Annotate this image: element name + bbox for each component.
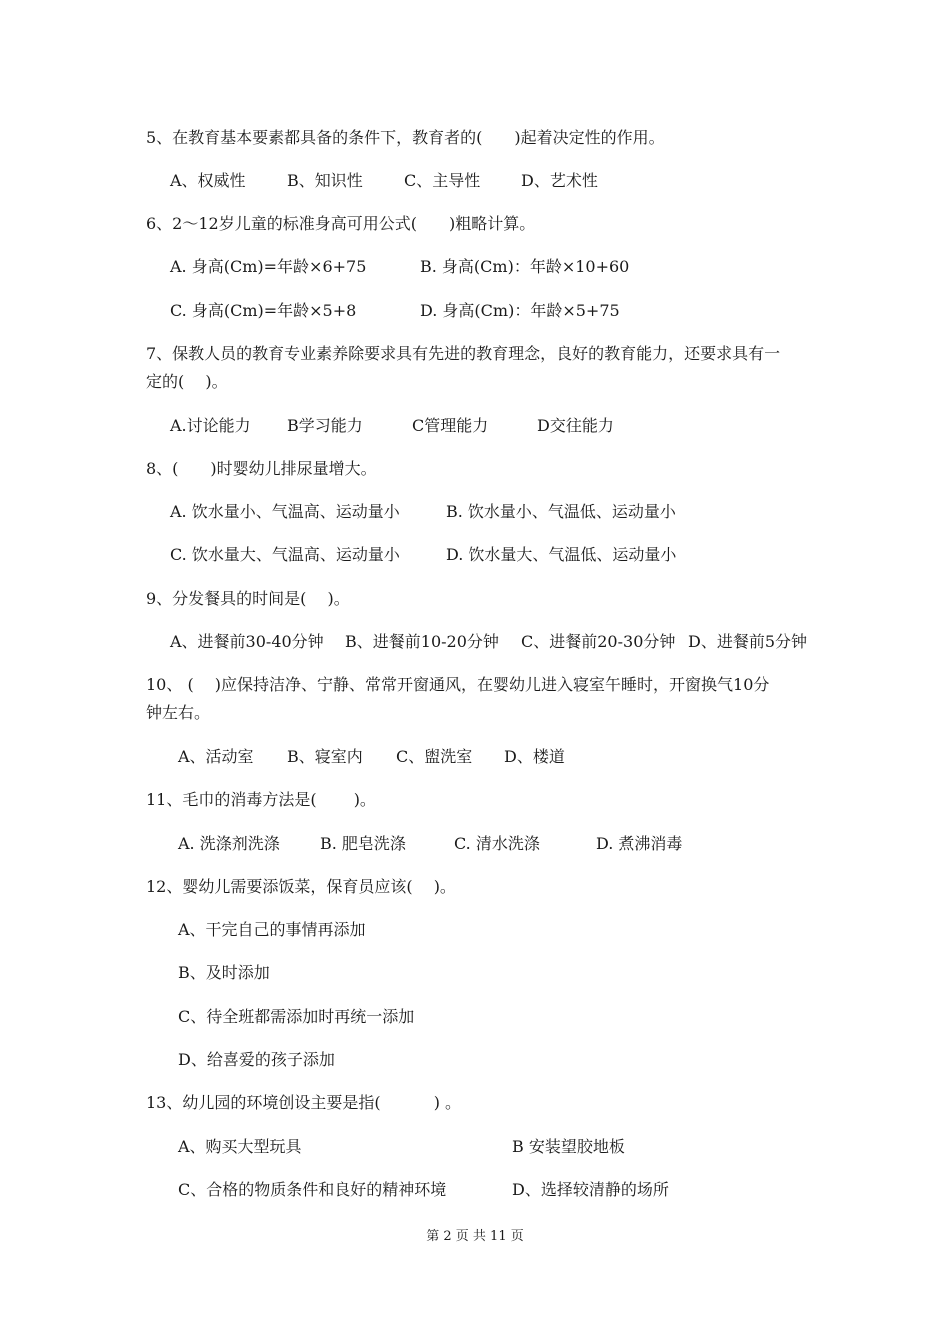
question-5-option-c: C、主导性	[404, 171, 481, 190]
question-8-option-b: B. 饮水量小、气温低、运动量小	[446, 502, 676, 521]
question-9-option-c: C、进餐前20-30分钟	[521, 632, 676, 651]
question-8-option-d: D. 饮水量大、气温低、运动量小	[446, 545, 677, 564]
question-11-option-b: B. 肥皂洗涤	[320, 834, 406, 853]
question-5-option-a: A、权威性	[170, 171, 246, 190]
question-11-option-a: A. 洗涤剂洗涤	[178, 834, 280, 853]
question-11-option-d: D. 煮沸消毒	[596, 834, 683, 853]
question-10-text: 10、 ( )应保持洁净、宁静、常常开窗通风，在婴幼儿进入寝室午睡时，开窗换气10分	[146, 675, 770, 694]
question-6-option-d: D. 身高(Cm)：年龄×5+75	[420, 301, 620, 320]
question-6-text: 6、2～12岁儿童的标准身高可用公式( )粗略计算。	[146, 214, 536, 233]
question-9-option-d: D、进餐前5分钟	[688, 632, 808, 651]
question-6-option-c: C. 身高(Cm)=年龄×5+8	[170, 301, 357, 320]
question-9-option-a: A、进餐前30-40分钟	[170, 632, 324, 651]
question-6-option-a: A. 身高(Cm)=年龄×6+75	[170, 257, 367, 276]
question-11-option-c: C. 清水洗涤	[454, 834, 540, 853]
question-13-option-b: B 安装望胶地板	[512, 1137, 625, 1156]
question-7-text-cont: 定的( )。	[146, 372, 228, 391]
question-9-option-b: B、进餐前10-20分钟	[345, 632, 499, 651]
page-number-footer: 第 2 页 共 11 页	[426, 1229, 524, 1244]
question-6-option-b: B. 身高(Cm)：年龄×10+60	[420, 257, 630, 276]
question-7-option-c: C管理能力	[412, 416, 489, 435]
question-7-option-a: A.讨论能力	[170, 416, 251, 435]
question-13-option-a: A、购买大型玩具	[178, 1137, 302, 1156]
question-5-option-d: D、艺术性	[521, 171, 598, 190]
question-9-text: 9、分发餐具的时间是( )。	[146, 589, 350, 608]
question-7-text: 7、保教人员的教育专业素养除要求具有先进的教育理念，良好的教育能力，还要求具有一	[146, 344, 781, 363]
question-12-option-b: B、及时添加	[178, 963, 270, 982]
question-11-text: 11、毛巾的消毒方法是( )。	[146, 790, 376, 809]
question-12-option-d: D、给喜爱的孩子添加	[178, 1050, 335, 1069]
question-7-option-d: D交往能力	[537, 416, 614, 435]
question-12-option-c: C、待全班都需添加时再统一添加	[178, 1007, 415, 1026]
question-7-option-b: B学习能力	[287, 416, 363, 435]
question-13-text: 13、幼儿园的环境创设主要是指( ) 。	[146, 1093, 462, 1112]
question-10-option-b: B、寝室内	[287, 747, 363, 766]
question-8-text: 8、( )时婴幼儿排尿量增大。	[146, 459, 377, 478]
question-8-option-c: C. 饮水量大、气温高、运动量小	[170, 545, 400, 564]
question-12-text: 12、婴幼儿需要添饭菜，保育员应该( )。	[146, 877, 456, 896]
question-10-option-d: D、楼道	[504, 747, 565, 766]
question-13-option-c: C、合格的物质条件和良好的精神环境	[178, 1180, 447, 1199]
question-13-option-d: D、选择较清静的场所	[512, 1180, 669, 1199]
question-10-text-cont: 钟左右。	[146, 703, 211, 722]
question-5-option-b: B、知识性	[287, 171, 363, 190]
question-10-option-a: A、活动室	[178, 747, 254, 766]
question-8-option-a: A. 饮水量小、气温高、运动量小	[170, 502, 400, 521]
question-12-option-a: A、干完自己的事情再添加	[178, 920, 366, 939]
question-10-option-c: C、盥洗室	[396, 747, 473, 766]
question-5-text: 5、在教育基本要素都具备的条件下，教育者的( )起着决定性的作用。	[146, 128, 665, 147]
